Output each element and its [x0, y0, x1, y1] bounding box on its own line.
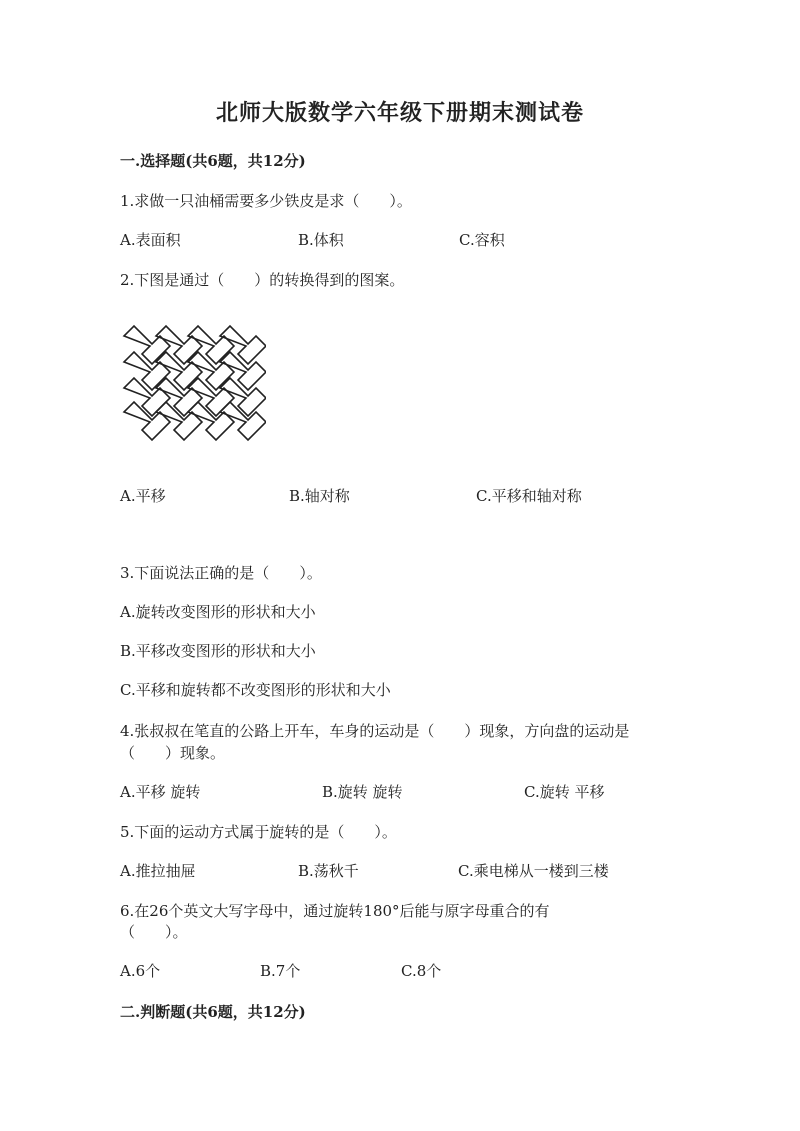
question-5-option-a[interactable]: A.推拉抽屉 [120, 862, 196, 880]
tile-row-4 [124, 402, 266, 440]
section-heading-choice: 一.选择题(共6题，共12分) [120, 152, 306, 170]
question-5-stem: 5.下面的运动方式属于旋转的是（ ）。 [120, 823, 397, 841]
question-2-stem: 2.下图是通过（ ）的转换得到的图案。 [120, 271, 405, 289]
question-4-stem-line1: 4.张叔叔在笔直的公路上开车，车身的运动是（ ）现象，方向盘的运动是 [120, 722, 630, 740]
question-4-option-b[interactable]: B.旋转 旋转 [322, 783, 403, 801]
question-1-option-a[interactable]: A.表面积 [120, 231, 181, 249]
question-6-option-b[interactable]: B.7个 [260, 962, 301, 980]
question-4-option-a[interactable]: A.平移 旋转 [120, 783, 201, 801]
tile-row-1 [124, 326, 266, 364]
question-5-option-c[interactable]: C.乘电梯从一楼到三楼 [458, 862, 609, 880]
question-2-option-c[interactable]: C.平移和轴对称 [476, 487, 582, 505]
question-3-option-c[interactable]: C.平移和旋转都不改变图形的形状和大小 [120, 681, 391, 699]
question-3-option-a[interactable]: A.旋转改变图形的形状和大小 [120, 603, 316, 621]
page-title: 北师大版数学六年级下册期末测试卷 [215, 100, 584, 126]
section-heading-judgement: 二.判断题(共6题，共12分) [120, 1003, 306, 1021]
question-6-option-a[interactable]: A.6个 [120, 962, 161, 980]
question-6-stem-line1: 6.在26个英文大写字母中，通过旋转180°后能与原字母重合的有 [120, 902, 550, 920]
question-4-option-c[interactable]: C.旋转 平移 [524, 783, 605, 801]
question-2-option-a[interactable]: A.平移 [120, 487, 166, 505]
question-3-option-b[interactable]: B.平移改变图形的形状和大小 [120, 642, 316, 660]
question-4-stem-line2: （ ）现象。 [120, 744, 226, 762]
question-1-option-c[interactable]: C.容积 [459, 231, 505, 249]
question-6-stem-line2: （ ）。 [120, 923, 188, 941]
question-5-option-b[interactable]: B.荡秋千 [298, 862, 359, 880]
question-2-option-b[interactable]: B.轴对称 [289, 487, 350, 505]
question-3-stem: 3.下面说法正确的是（ ）。 [120, 564, 322, 582]
question-1-option-b[interactable]: B.体积 [298, 231, 344, 249]
tessellation-figure [118, 318, 266, 442]
question-1-stem: 1.求做一只油桶需要多少铁皮是求（ ）。 [120, 192, 412, 210]
question-6-option-c[interactable]: C.8个 [401, 962, 442, 980]
